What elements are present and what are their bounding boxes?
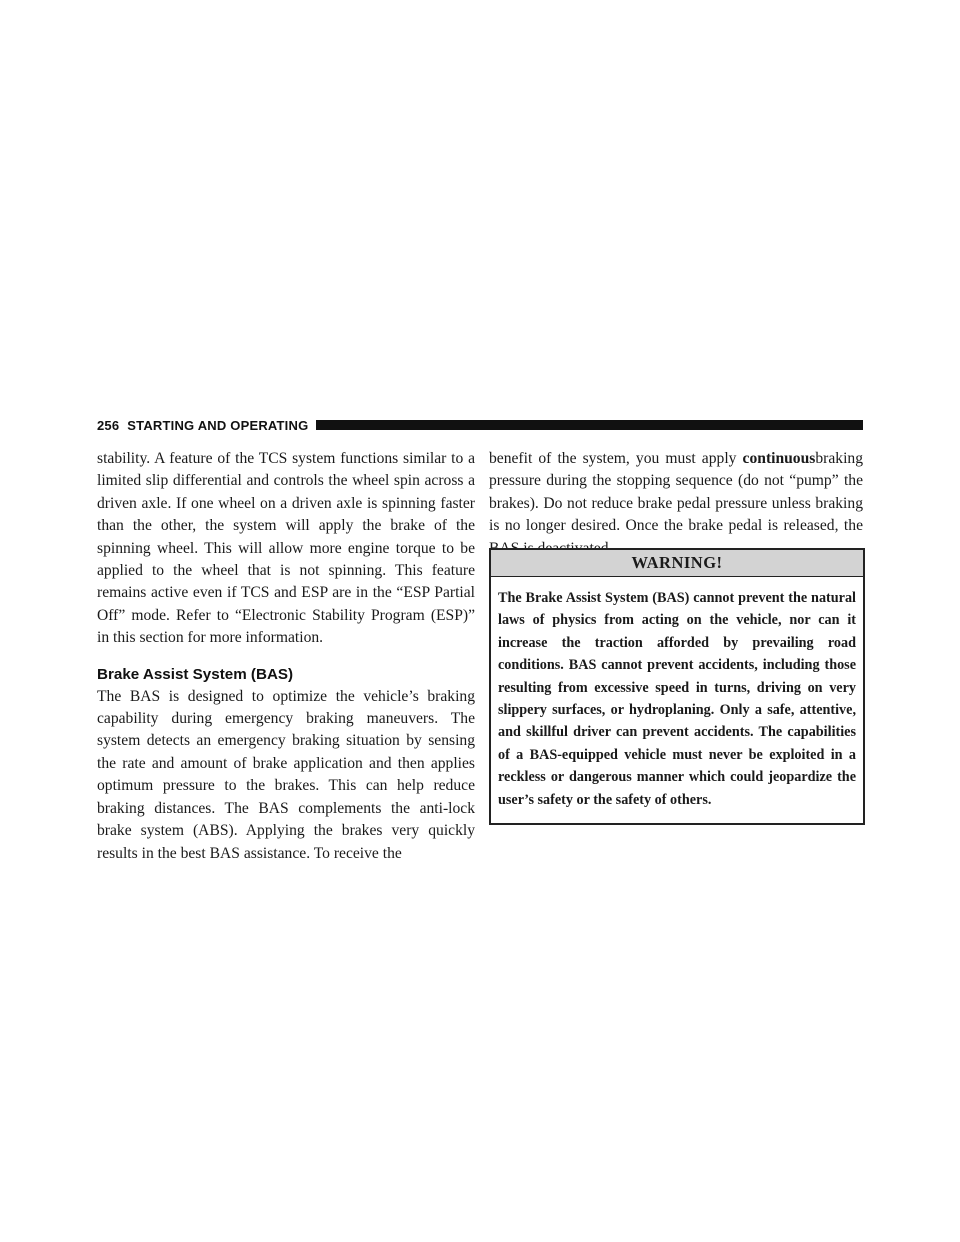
bas-paragraph: The BAS is designed to optimize the vehicle’s braking capability during emergency braking maneuvers. The system detects an emergency braking situation by sensing the rate and amount of brake application and then applies optimum pressure to the brakes. This can help reduce braking distances. The BAS complements the anti-lock brake system (ABS). Applying the brakes very quickly results in the best BAS assistance. To receive the [97, 687, 475, 862]
warning-body: The Brake Assist System (BAS) cannot prevent the natural laws of physics from acting on the vehicle, nor can it increase the traction afforded by prevailing road conditions. BAS cannot prevent accidents, including those resulting from excessive speed in turns, driving on very slippery surfaces, or hydroplaning. Only a safe, attentive, and skillful driver can prevent accidents. The capabilities of a BAS-equipped vehicle must never be exploited in a reckless or dangerous manner which could jeopardize the user’s safety or the safety of others. [498, 590, 856, 808]
page-header [97, 416, 863, 434]
tcs-paragraph: stability. A feature of the TCS system functions similar to a limited slip differential and controls the wheel spin across a driven axle. If one wheel on a driven axle is spinning faster than the other, the system will apply the brake of the spinning wheel. This will allow more engine torque to be applied to the wheel that is not spinning. This feature remains active even if TCS and ESP are in the “ESP Partial Off” mode. Refer to “Electronic Stability Program (ESP)” in this section for more information. [97, 450, 475, 647]
header-rule [316, 420, 863, 430]
paragraph-end: braking pressure during the stopping sequence (do not “pump” the brakes). Do not reduce brake pedal pressure unless braking is no longer desired. Once the brake pedal is released, the [489, 450, 863, 535]
bas-heading: Brake Assist System (BAS) [97, 665, 294, 683]
paragraph-start: benefit of the system, you must apply [489, 450, 743, 467]
warning-title: WARNING! [491, 550, 863, 577]
right-column [489, 448, 863, 560]
emphasis-continuous: continuous [742, 450, 816, 467]
bas-continued-paragraph [489, 448, 863, 560]
warning-box [489, 548, 865, 825]
section-title: STARTING AND OPERATING [127, 417, 309, 433]
page-number: 256 [97, 417, 120, 433]
left-column [97, 448, 475, 865]
